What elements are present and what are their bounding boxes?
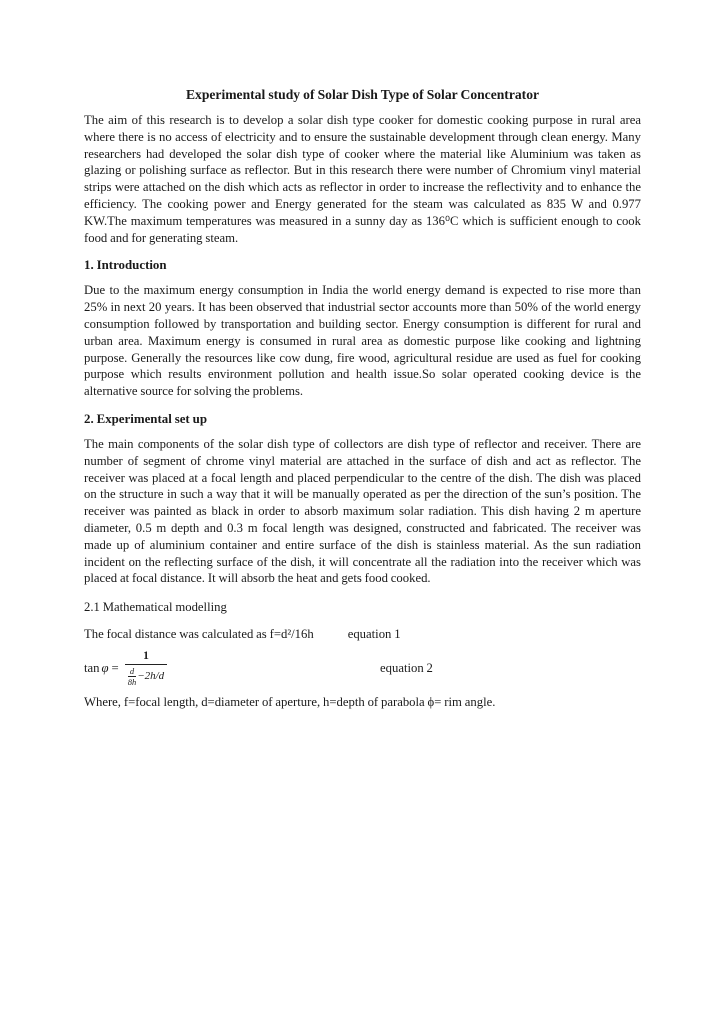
equation-2-line (84, 650, 641, 688)
inner-fraction (128, 667, 137, 686)
equation-1-line (84, 626, 641, 643)
abstract-paragraph: The aim of this research is to develop a solar dish type cooker for domestic cooking purpose in rural area where there is no access of electricity and to ensure the sustainable development through clean energy. Many researchers had developed the solar dish type of cooker where the material like Aluminium was taken as glazing or polishing surface as reflector. But in this research there were number of Chromium vinyl material strips were attached on the dish which acts as reflector in order to increase the reflectivity and to enhance the efficiency. The cooking power and Energy generated for the steam was calculated as 835 W and 0.977 KW.The maximum temperatures was measured in a sunny day as 136⁰C which is sufficient enough to cook food and for generating steam. (84, 113, 641, 245)
equation-2-variable: φ (101, 661, 109, 676)
inner-fraction-numerator: d (129, 666, 135, 677)
denominator-rest: −2h/d (137, 670, 165, 683)
paper-title: Experimental study of Solar Dish Type of Solar Concentrator (185, 87, 540, 102)
experimental-setup-paragraph: The main components of the solar dish type of collectors are dish type of reflector and receiver. There are number of segment of chrome vinyl material are attached in the surface of dish and act as reflector. The receiver was placed at a focal length and placed perpendicular to the centre of the dish. The dish was placed on the structure in such a way that it will be manually operated as per the direction of the sun’s position. The receiver was painted as black in order to absorb maximum solar radiation. This dish having 2 m aperture diameter, 0.5 m depth and 0.3 m focal length was designed, constructed and fabricated. The receiver was made up of aluminium container and entire surface of the dish is stainless material. As the sun radiation incident on the reflecting surface of the dish, it will concentrate all the radiation into the receiver which was placed at focal distance. It will absorb the heat and gets food cooked. (84, 436, 641, 586)
fraction-numerator: 1 (143, 650, 149, 663)
inner-fraction-denominator: 8h (127, 677, 137, 688)
equation-2-fraction (125, 651, 167, 686)
paper-content (84, 86, 641, 711)
section-heading-introduction: 1. Introduction (84, 258, 167, 273)
equation-2-function: tan (84, 661, 100, 676)
where-definitions-line: Where, f=focal length, d=diameter of aperture, h=depth of parabola ϕ= rim angle. (84, 694, 496, 709)
introduction-paragraph: Due to the maximum energy consumption in India the world energy demand is expected to rise more than 25% in next 20 years. It has been observed that industrial sector accounts more than 50% of the world energy consumption followed by transportation and building sector. Energy consumption is different for rural and urban area. Maximum energy is consumed in rural area as domestic purpose like cooking and lightning purpose. Generally the resources like cow dung, fire wood, agricultural residue are used as fuel for cooking purpose which results environment pollution and health issue.So solar operated cooking device is the alternative source for solving the problems. (84, 283, 641, 399)
section-heading-experimental-setup: 2. Experimental set up (84, 411, 207, 426)
equation-1-text: The focal distance was calculated as f=d²/16h (84, 626, 314, 641)
equation-2-lhs (84, 660, 119, 677)
fraction-denominator (125, 664, 167, 686)
equation-2-equals: = (111, 661, 119, 676)
subsection-heading-mathematical-modelling: 2.1 Mathematical modelling (84, 600, 227, 615)
equation-2-label: equation 2 (380, 660, 433, 675)
equation-1-label: equation 1 (347, 626, 401, 641)
